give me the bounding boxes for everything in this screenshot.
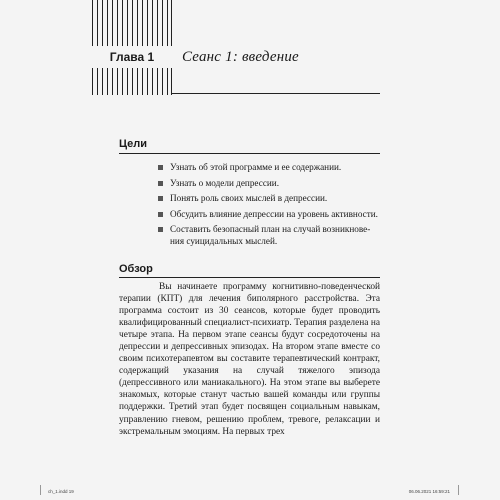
goals-heading: Цели [119, 138, 148, 150]
crop-mark [40, 485, 41, 495]
overview-paragraph: Вы начинаете программу когнитивно-поведенческой терапии (КПТ) для лечения биполярного расстройства. Эта программа состоит из 30 сеансов, которые будет проводить квалифицированный специалист-психиатр. Терапия разделена на четыре этапа. На первом этапе сеансы будут сосредоточены на депрессии и депрессивных эпизодах. На втором этапе вместе со своим психотерапевтом вы составите терапевтический контракт, содержащий указания на случай тяжелого эпизода (депрессивного или маниакального). На этом этапе вы выберете знакомых, которые станут частью вашей команды или группы поддержки. Третий этап будет посвящен социальным навыкам, управлению гневом, решению проблем, тревоге, релаксации и экстремальным эмоциям. На первых трех [119, 282, 380, 437]
goal-item: Понять роль своих мыслей в депрессии. [158, 193, 383, 205]
bullet-square-icon [158, 181, 163, 186]
print-slug-left: ch_1.indd 19 [48, 489, 74, 494]
goals-list [158, 162, 383, 251]
goals-rule [119, 153, 380, 154]
chapter-title: Сеанс 1: введение [182, 49, 299, 65]
bullet-square-icon [158, 196, 163, 201]
goal-item: Обсудить влияние депрессии на уровень активности. [158, 209, 383, 221]
goal-item: Составить безопасный план на случай возникнове-ния суицидальных мыслей. [158, 224, 383, 247]
overview-heading: Обзор [119, 263, 153, 275]
bullet-square-icon [158, 227, 163, 232]
print-slug-right: 06.06.2021 16:59:21 [408, 489, 450, 494]
overview-rule [119, 277, 380, 278]
crop-mark [458, 485, 459, 495]
goal-item: Узнать о модели депрессии. [158, 178, 383, 190]
bullet-square-icon [158, 212, 163, 217]
header-rule [172, 93, 380, 94]
goal-item: Узнать об этой программе и ее содержании. [158, 162, 383, 174]
bullet-square-icon [158, 165, 163, 170]
chapter-label: Глава 1 [92, 46, 172, 68]
